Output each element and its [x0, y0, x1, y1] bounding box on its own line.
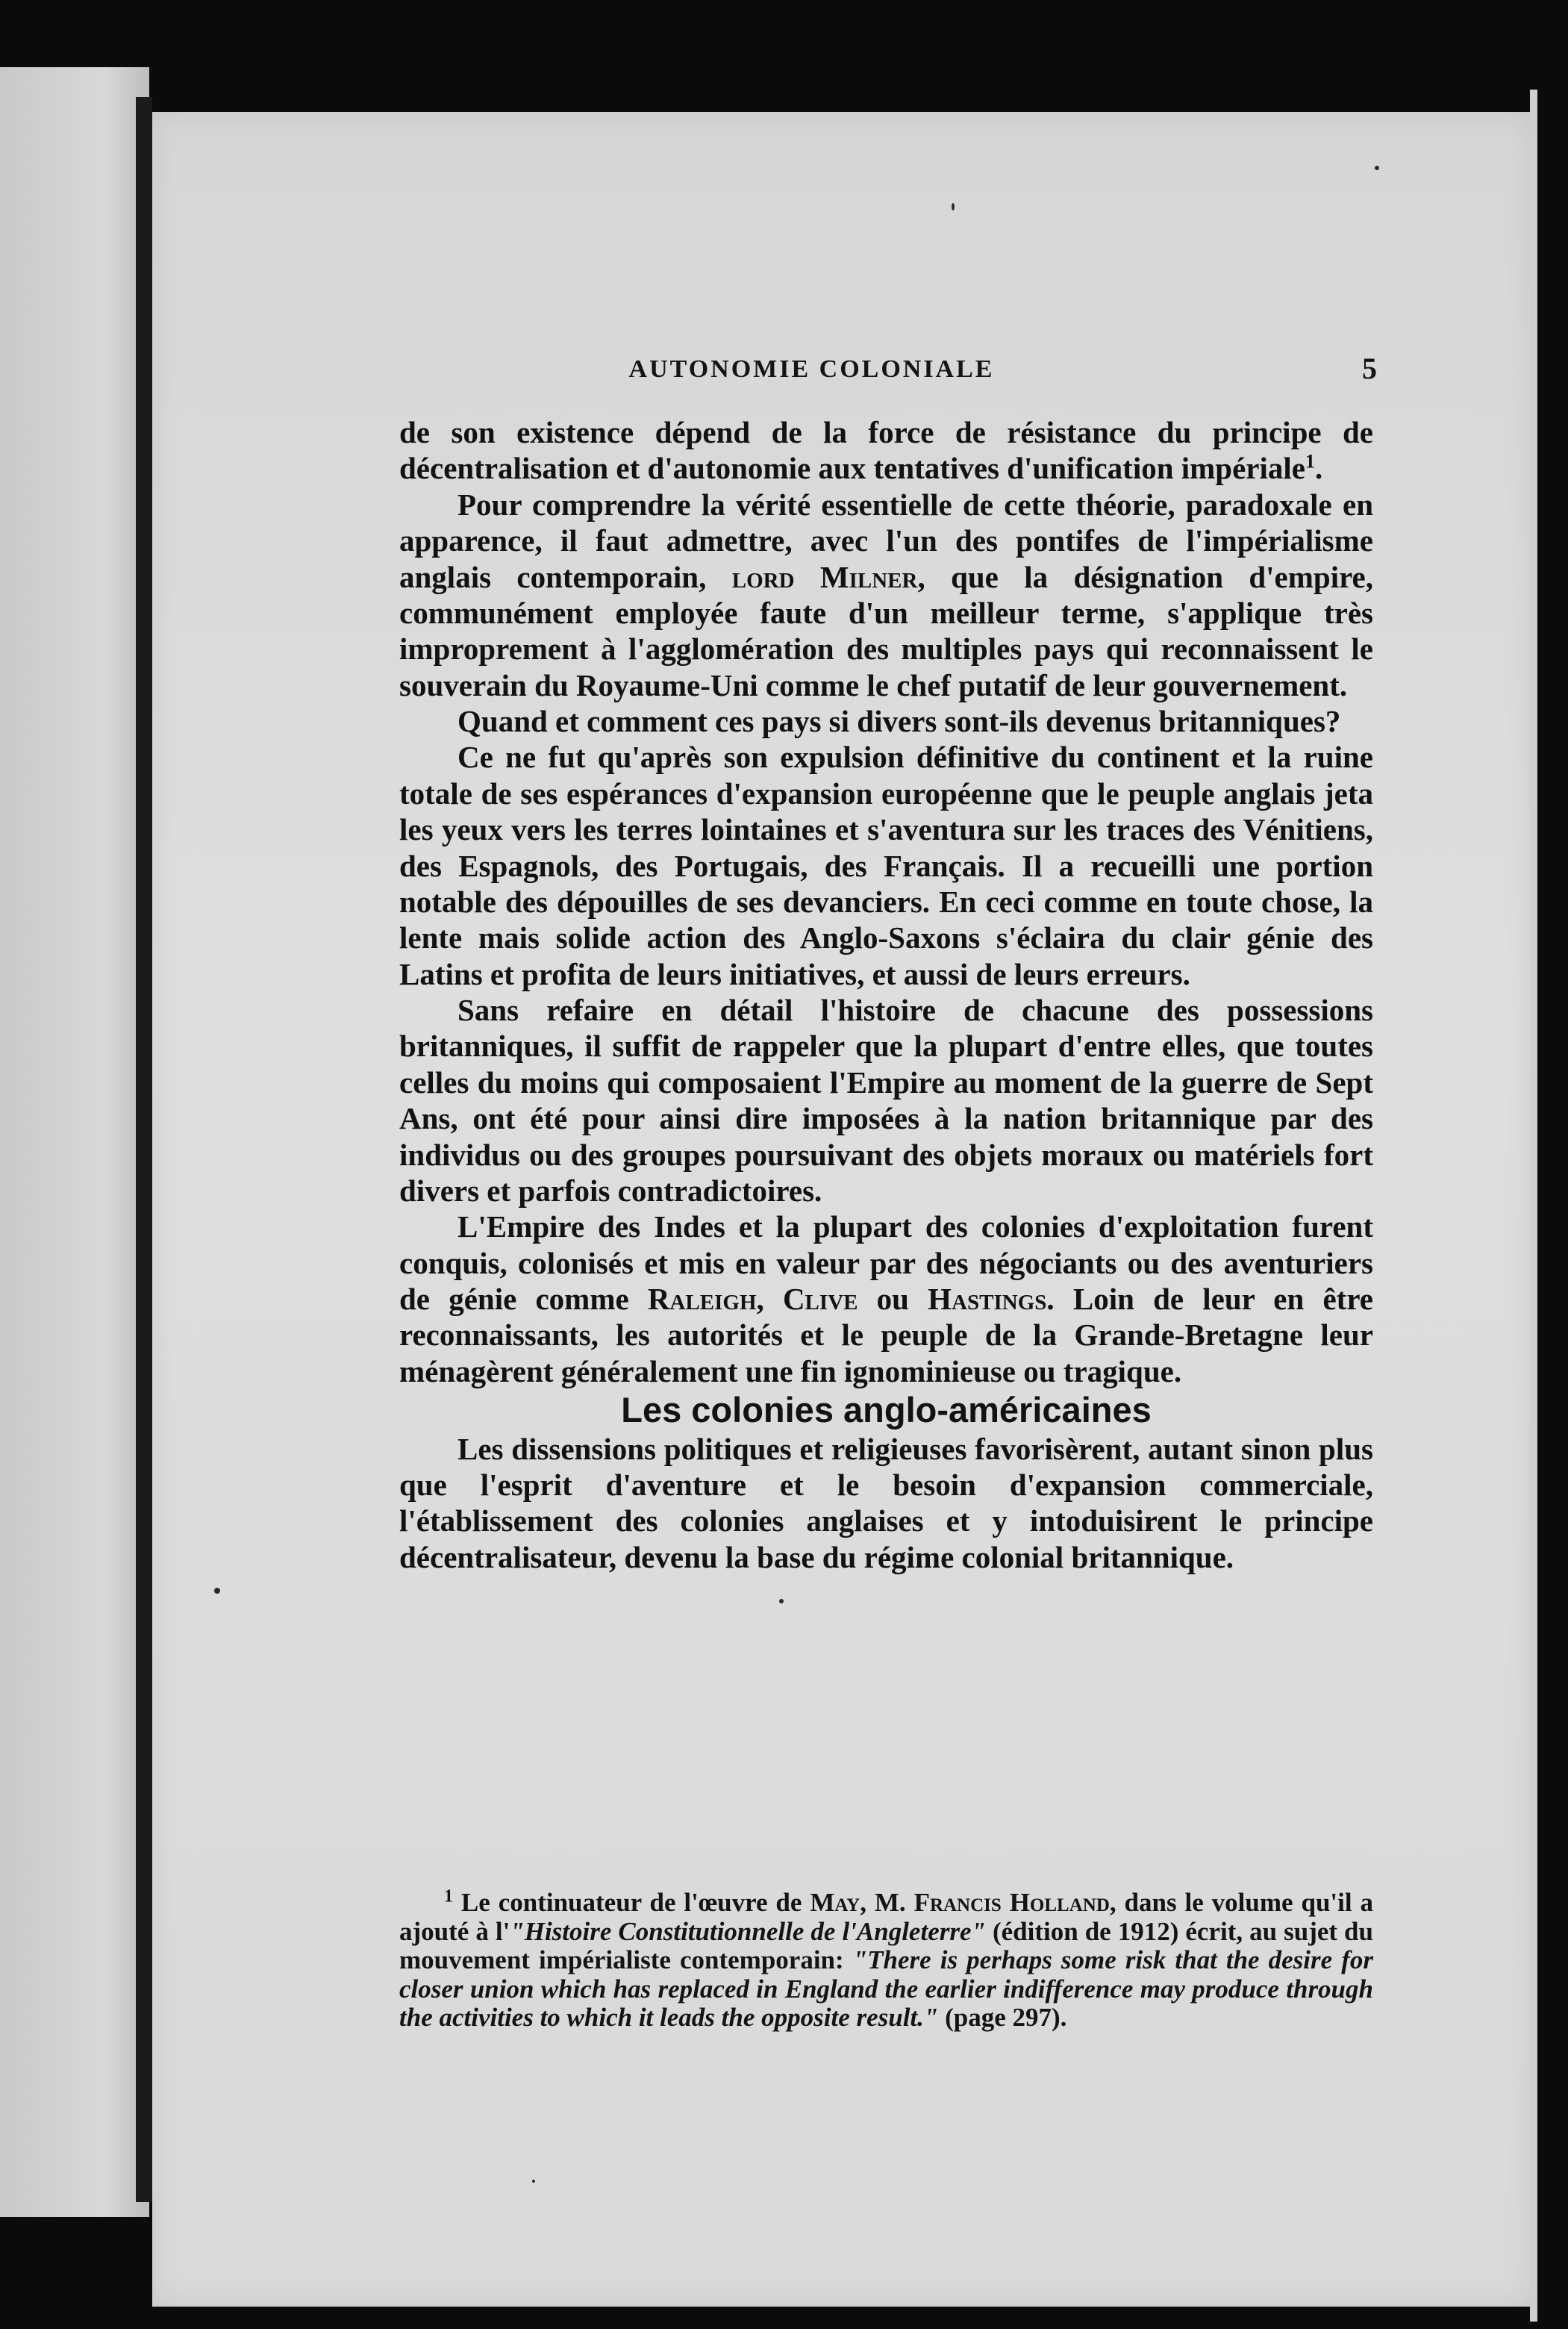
footnote	[399, 1886, 1373, 2033]
footnote-segment: , M.	[860, 1888, 914, 1917]
dust-speck	[779, 1599, 784, 1603]
paragraph	[399, 1209, 1373, 1389]
footnote-segment: (page 297).	[938, 2003, 1067, 2032]
section-heading: Les colonies anglo-américaines	[621, 1390, 1152, 1430]
paragraph-text: ou	[858, 1282, 928, 1316]
footnote-text	[399, 1886, 1373, 2033]
paragraph	[399, 414, 1373, 487]
running-head: AUTONOMIE COLONIALE	[628, 355, 995, 383]
paragraph: Les dissensions politiques et religieuses favorisèrent, autant sinon plus que l'esprit d'aventure et le besoin d'expansion commerciale, l'établissement des colonies anglaises et y intoduisirent le principe décentralisateur, devenu la base du régime colonial britannique.	[399, 1431, 1373, 1574]
person-name: May	[810, 1888, 860, 1917]
page-number: 5	[1362, 352, 1377, 385]
body-text	[399, 414, 1373, 1575]
footnote-mark: 1	[444, 1886, 453, 1906]
footnote-segment: , dans le volume qu'il a ajouté à l'	[399, 1888, 1373, 1946]
paragraph-text: .	[1314, 451, 1323, 486]
quotation: "There is perhaps some risk that the desire for closer union which has replaced in England the earlier indifference may produce through the activities to which it leads the opposite result."	[399, 1945, 1373, 2032]
paragraph-text: , que la désignation d'empire, communément employée faute d'un meilleur terme, s'applique très improprement à l'agglomération des multiples pays qui reconnaissent le souverain du Royaume-Uni comme le chef putatif de leur gouvernement.	[399, 559, 1373, 702]
person-name: Francis Holland	[913, 1888, 1110, 1917]
binding-shadow	[136, 97, 152, 2202]
person-name: Raleigh	[647, 1282, 757, 1316]
paragraph: Ce ne fut qu'après son expulsion définitive du continent et la ruine totale de ses espérances d'expansion européenne que le peuple anglais jeta les yeux vers les terres lointaines et s'aventura sur les traces des Vénitiens, des Espagnols, des Portugais, des Français. Il a recueilli une portion notable des dépouilles de ses devanciers. En ceci comme en toute chose, la lente mais solide action des Anglo-Saxons s'éclaira du clair génie des Latins et profita de leurs initiatives, et aussi de leurs erreurs.	[399, 740, 1373, 991]
paragraph-text: Pour comprendre la vérité essentielle de cette théorie, paradoxale en apparence, il faut admettre, avec l'un des pontifes de l'impérialisme anglais contemporain,	[399, 487, 1373, 594]
dust-speck	[532, 2180, 535, 2183]
footnote-reference: 1	[1305, 450, 1315, 473]
paragraph-text: L'Empire des Indes et la plupart des colonies d'exploitation furent conquis, colonisés et mis en valeur par des négociants ou des aventuriers de génie comme	[399, 1209, 1373, 1316]
book-title: "Histoire Constitutionnelle de l'Angleterre"	[510, 1916, 986, 1946]
dust-speck	[1375, 166, 1379, 170]
paragraph	[399, 487, 1373, 703]
paragraph: Sans refaire en détail l'histoire de chacune des possessions britanniques, il suffit de rappeler que la plupart d'entre elles, que toutes celles du moins qui composaient l'Empire au moment de la guerre de Sept Ans, ont été pour ainsi dire imposées à la nation britannique par des individus ou des groupes poursuivant des objets moraux ou matériels fort divers et parfois contradictoires.	[399, 993, 1373, 1208]
person-name: Hastings	[928, 1282, 1047, 1316]
person-name: Clive	[782, 1282, 858, 1316]
previous-page-edge	[0, 67, 149, 2217]
dust-speck	[214, 1588, 220, 1594]
paragraph-text: . Loin de leur en être reconnaissants, les autorités et le peuple de la Grande-Bretagne leur ménagèrent généralement une fin ignominieuse ou tragique.	[399, 1282, 1373, 1388]
dust-speck	[952, 203, 955, 211]
footnote-segment: Le continuateur de l'œuvre de	[453, 1888, 810, 1917]
paragraph-text: ,	[756, 1282, 783, 1316]
person-name: lord Milner	[731, 559, 918, 594]
page-header	[246, 351, 1377, 396]
page-right-edge	[1530, 90, 1537, 2322]
paragraph: Quand et comment ces pays si divers sont-ils devenus britanniques?	[457, 704, 1341, 738]
paragraph-text: de son existence dépend de la force de résistance du principe de décentralisation et d'autonomie aux tentatives d'unification impériale	[399, 415, 1373, 486]
footnote-segment: (édition de 1912) écrit, au sujet du mouvement impérialiste contemporain:	[399, 1916, 1373, 1974]
